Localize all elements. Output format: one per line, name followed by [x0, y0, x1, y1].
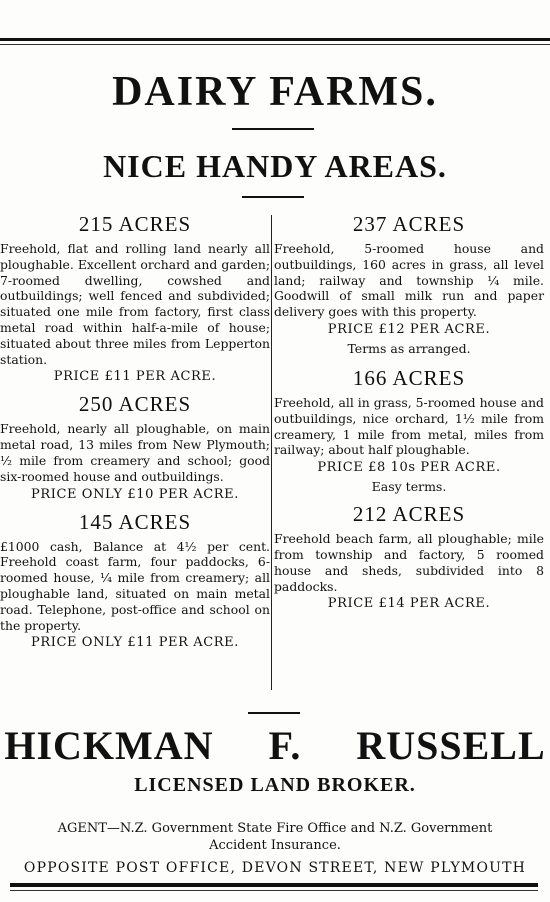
- lot-description: Freehold, all in grass, 5-roomed house and outbuildings, nice orchard, 1½ mile from creamery, 1 mile from metal, miles from railway; about half ploughable.: [274, 394, 544, 458]
- lot-price: PRICE £8 10s PER ACRE.: [317, 460, 501, 476]
- agent-line-2: Accident Insurance.: [209, 838, 341, 853]
- agent-name: HICKMAN F. RUSSELL: [4, 723, 546, 768]
- lot-price: PRICE £14 PER ACRE.: [327, 596, 491, 612]
- top-rule: [0, 38, 550, 41]
- lot-heading: 215 ACRES: [78, 212, 192, 236]
- agent-address: OPPOSITE POST OFFICE, DEVON STREET, NEW PLYMOUTH: [23, 860, 527, 876]
- agent-description: [0, 820, 550, 854]
- bottom-rule-thin: [10, 890, 538, 891]
- lot-description: Freehold beach farm, all ploughable; mile from township and factory, 5 roomed house and sheds, subdivided into 8 paddocks.: [274, 531, 544, 594]
- right-column: [274, 212, 544, 617]
- lot-price: PRICE £11 PER ACRE.: [53, 369, 217, 385]
- lot-terms: Terms as arranged.: [347, 340, 471, 356]
- left-column: [0, 212, 270, 656]
- top-rule-thin: [0, 44, 550, 45]
- ad-subtitle: NICE HANDY AREAS.: [103, 148, 447, 184]
- lot-description: Freehold, nearly all ploughable, on main metal road, 13 miles from New Plymouth; ½ mile from creamery and school; good six-roomed house and outbuildings.: [0, 421, 270, 484]
- lot-description: Freehold, flat and rolling land nearly all ploughable. Excellent orchard and garden; 7-roomed dwelling, cowshed and outbuildings; well fenced and subdivided; situated one mile from factory, first class metal road within half-a-mile of house; situated about three miles from Lepperton station.: [0, 241, 270, 367]
- column-divider: [271, 215, 272, 690]
- title-divider: [232, 128, 314, 130]
- lot-description: £1000 cash, Balance at 4½ per cent. Freehold coast farm, four paddocks, 6-roomed house, ¼ mile from creamery; all ploughable land, situated on main metal road. Telephone, post-office and school on the property.: [0, 538, 270, 633]
- lot-250-acres: [0, 392, 270, 501]
- lot-price: PRICE £12 PER ACRE.: [327, 321, 491, 337]
- lot-237-acres: [274, 212, 544, 356]
- lot-166-acres: [274, 366, 544, 494]
- bottom-rule: [10, 883, 538, 887]
- lot-145-acres: [0, 510, 270, 651]
- agent-divider: [248, 712, 300, 714]
- lot-terms: Easy terms.: [371, 479, 447, 495]
- lot-heading: 145 ACRES: [78, 509, 192, 534]
- lot-price: PRICE ONLY £10 PER ACRE.: [30, 486, 240, 502]
- ad-title: DAIRY FARMS.: [112, 69, 438, 115]
- lot-heading: 166 ACRES: [352, 365, 466, 390]
- lot-heading: 250 ACRES: [78, 392, 192, 417]
- agent-title: LICENSED LAND BROKER.: [134, 774, 416, 796]
- lot-description: Freehold, 5-roomed house and outbuildings, 160 acres in grass, all level land; railway and township ¼ mile. Goodwill of small milk run and paper delivery goes with this property.: [274, 241, 544, 320]
- lot-price: PRICE ONLY £11 PER ACRE.: [30, 635, 240, 651]
- lot-212-acres: [274, 502, 544, 611]
- subtitle-divider: [242, 196, 304, 198]
- lot-heading: 237 ACRES: [352, 212, 466, 236]
- lot-215-acres: [0, 212, 270, 384]
- lot-heading: 212 ACRES: [352, 502, 466, 527]
- agent-line-1: AGENT—N.Z. Government State Fire Office and N.Z. Government: [57, 821, 493, 836]
